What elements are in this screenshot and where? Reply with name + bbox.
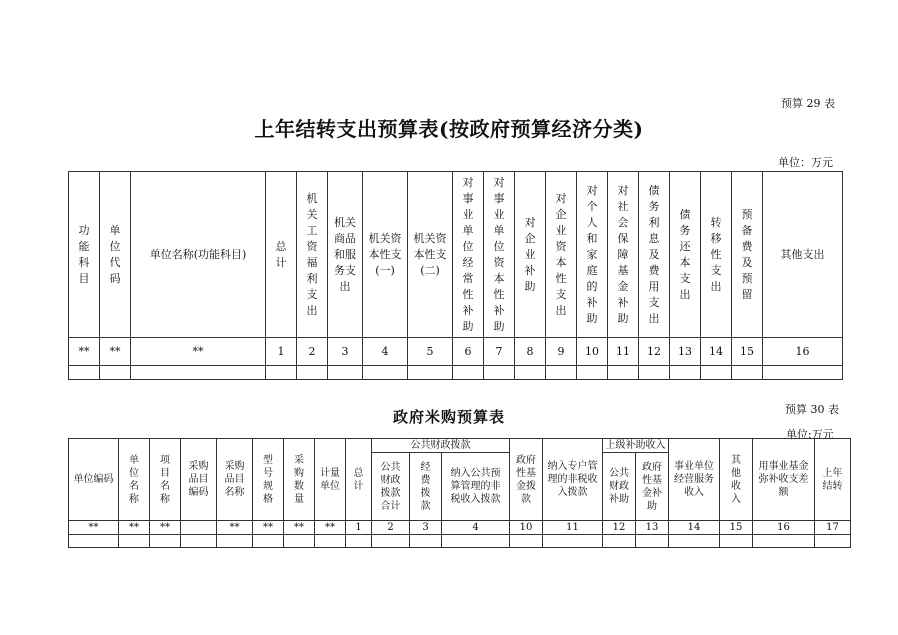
table2-empty-cell [217, 535, 253, 548]
table2-index-cell: 14 [669, 521, 720, 535]
header-purchase-code: 采购品目编码 [181, 439, 217, 521]
table1-index-cell: ** [100, 338, 131, 366]
table1-empty-cell [732, 366, 763, 380]
table2-index-cell: ** [253, 521, 284, 535]
table2-unit: 单位:万元 [786, 428, 834, 441]
table1-empty-cell [577, 366, 608, 380]
table2-empty-cell [119, 535, 150, 548]
table2-empty-cell [410, 535, 442, 548]
table2-index-cell: 13 [636, 521, 669, 535]
table1-number: 预算 29 表 [781, 97, 835, 110]
table2-empty-cell [181, 535, 217, 548]
table1-index-cell: 10 [577, 338, 608, 366]
table1-header-cell: 机关商品和服务支出 [328, 172, 363, 338]
table2-empty-cell [372, 535, 410, 548]
table1-empty-cell [484, 366, 515, 380]
header-purchase-qty: 采购数量 [284, 439, 315, 521]
table2-grid [68, 438, 851, 548]
table1-index-cell: 6 [453, 338, 484, 366]
table1-empty-cell [639, 366, 670, 380]
table1-index-cell: ** [131, 338, 266, 366]
table1-header-cell: 总计 [266, 172, 297, 338]
table1-header-cell: 债务还本支出 [670, 172, 701, 338]
table1-empty-cell [100, 366, 131, 380]
header-fund-compensation: 用事业基金弥补收支差额 [753, 439, 815, 521]
header-unit-name: 单位名称 [119, 439, 150, 521]
table1-empty-cell [546, 366, 577, 380]
table1-index-cell: 12 [639, 338, 670, 366]
table2-header-row-1 [69, 439, 851, 453]
header-superior-subsidy-group: 上级补助收入 [603, 439, 669, 453]
table2-empty-cell [510, 535, 543, 548]
table1-empty-cell [453, 366, 484, 380]
table2-index-cell: 2 [372, 521, 410, 535]
table1-empty-cell [266, 366, 297, 380]
table2-empty-cell [253, 535, 284, 548]
table2-empty-cell [636, 535, 669, 548]
table2-index-row [69, 521, 851, 535]
table1-index-cell: 16 [763, 338, 843, 366]
table2-index-cell: ** [150, 521, 181, 535]
table2-index-cell: 15 [720, 521, 753, 535]
table2-empty-cell [603, 535, 636, 548]
table1-index-cell: 4 [363, 338, 408, 366]
table2-index-cell: ** [217, 521, 253, 535]
table1-index-cell: 14 [701, 338, 732, 366]
table1-index-cell: 7 [484, 338, 515, 366]
table1-unit: 单位：万元 [778, 156, 833, 169]
table2-empty-cell [815, 535, 851, 548]
table1-index-cell: 1 [266, 338, 297, 366]
table2-index-cell: ** [315, 521, 346, 535]
header-carryover: 上年结转 [815, 439, 851, 521]
table1-header-cell: 预备费及预留 [732, 172, 763, 338]
table1-empty-cell [701, 366, 732, 380]
table1-header-cell: 对事业单位资本性补助 [484, 172, 515, 338]
header-purchase-name: 采购品目名称 [217, 439, 253, 521]
table2-empty-cell [753, 535, 815, 548]
table1-empty-cell [515, 366, 546, 380]
table1-header-cell: 其他支出 [763, 172, 843, 338]
header-special-non-tax: 纳入专户管理的非税收入拨款 [543, 439, 603, 521]
table2-empty-cell [543, 535, 603, 548]
table2-index-cell: 4 [442, 521, 510, 535]
table1-header-cell: 单位名称(功能科目) [131, 172, 266, 338]
table2-empty-cell [720, 535, 753, 548]
header-measure-unit: 计量单位 [315, 439, 346, 521]
header-expense-allocation: 经费拨款 [410, 453, 442, 521]
table2-empty-cell [346, 535, 372, 548]
header-business-income: 事业单位经营服务收入 [669, 439, 720, 521]
table2-index-cell: 12 [603, 521, 636, 535]
table2-empty-cell [284, 535, 315, 548]
table1-empty-cell [131, 366, 266, 380]
table2-empty-cell [315, 535, 346, 548]
header-model-spec: 型号规格 [253, 439, 284, 521]
table1-empty-cell [608, 366, 639, 380]
table1-index-cell: 15 [732, 338, 763, 366]
table1-header-cell: 机关资本性支(二) [408, 172, 453, 338]
table1-header-cell: 机关资本性支(一) [363, 172, 408, 338]
table2-index-cell: 17 [815, 521, 851, 535]
table1-header-cell: 对社会保障基金补助 [608, 172, 639, 338]
table2-index-cell: ** [69, 521, 119, 535]
table1-header-cell: 对个人和家庭的补助 [577, 172, 608, 338]
table1-empty-cell [328, 366, 363, 380]
table2-number: 预算 30 表 [785, 403, 839, 416]
table1-index-cell: ** [69, 338, 100, 366]
table2-index-cell: 10 [510, 521, 543, 535]
table1-empty-cell [363, 366, 408, 380]
table1-header-cell: 功能科目 [69, 172, 100, 338]
table2-index-cell: ** [119, 521, 150, 535]
table1-index-cell: 8 [515, 338, 546, 366]
header-non-tax-allocation: 纳入公共预算管理的非税收入拨款 [442, 453, 510, 521]
table2-index-cell: 3 [410, 521, 442, 535]
table1-empty-cell [69, 366, 100, 380]
table2-empty-row [69, 535, 851, 548]
table1-empty-cell [297, 366, 328, 380]
table1-header-row [69, 172, 843, 338]
header-superior-gov-fund: 政府性基金补助 [636, 453, 669, 521]
table1-title: 上年结转支出预算表(按政府预算经济分类) [254, 117, 644, 141]
table1-index-cell: 2 [297, 338, 328, 366]
table1-index-cell: 9 [546, 338, 577, 366]
table1-empty-cell [670, 366, 701, 380]
table1-index-row [69, 338, 843, 366]
header-item-name: 项目名称 [150, 439, 181, 521]
header-public-fiscal-group: 公共财政拨款 [372, 439, 510, 453]
table2-empty-cell [69, 535, 119, 548]
table1-index-cell: 3 [328, 338, 363, 366]
table2-empty-cell [442, 535, 510, 548]
header-public-fiscal-total: 公共财政拨款合计 [372, 453, 410, 521]
table2-empty-cell [150, 535, 181, 548]
header-other-income: 其他收入 [720, 439, 753, 521]
table1-empty-cell [763, 366, 843, 380]
header-total: 总计 [346, 439, 372, 521]
table2-index-cell: 1 [346, 521, 372, 535]
table1-empty-row [69, 366, 843, 380]
table1-header-cell: 对事业单位经常性补助 [453, 172, 484, 338]
table1-header-cell: 债务利息及费用支出 [639, 172, 670, 338]
table2-empty-cell [669, 535, 720, 548]
header-gov-fund-allocation: 政府性基金拨款 [510, 439, 543, 521]
table2-index-cell: 11 [543, 521, 603, 535]
table2-index-cell: 16 [753, 521, 815, 535]
table1-header-cell: 转移性支出 [701, 172, 732, 338]
table1-grid [68, 171, 843, 380]
table1-header-cell: 单位代码 [100, 172, 131, 338]
table1-index-cell: 5 [408, 338, 453, 366]
table1-header-cell: 对企业补助 [515, 172, 546, 338]
header-unit-code: 单位编码 [69, 439, 119, 521]
table1-header-cell: 对企业资本性支出 [546, 172, 577, 338]
table1-header-cell: 机关工资福利支出 [297, 172, 328, 338]
header-superior-public-fiscal: 公共财政补助 [603, 453, 636, 521]
table2-index-cell: ** [284, 521, 315, 535]
table1-empty-cell [408, 366, 453, 380]
table2-title: 政府米购预算表 [392, 408, 505, 426]
table2-index-cell [181, 521, 217, 535]
table1-index-cell: 11 [608, 338, 639, 366]
table1-index-cell: 13 [670, 338, 701, 366]
